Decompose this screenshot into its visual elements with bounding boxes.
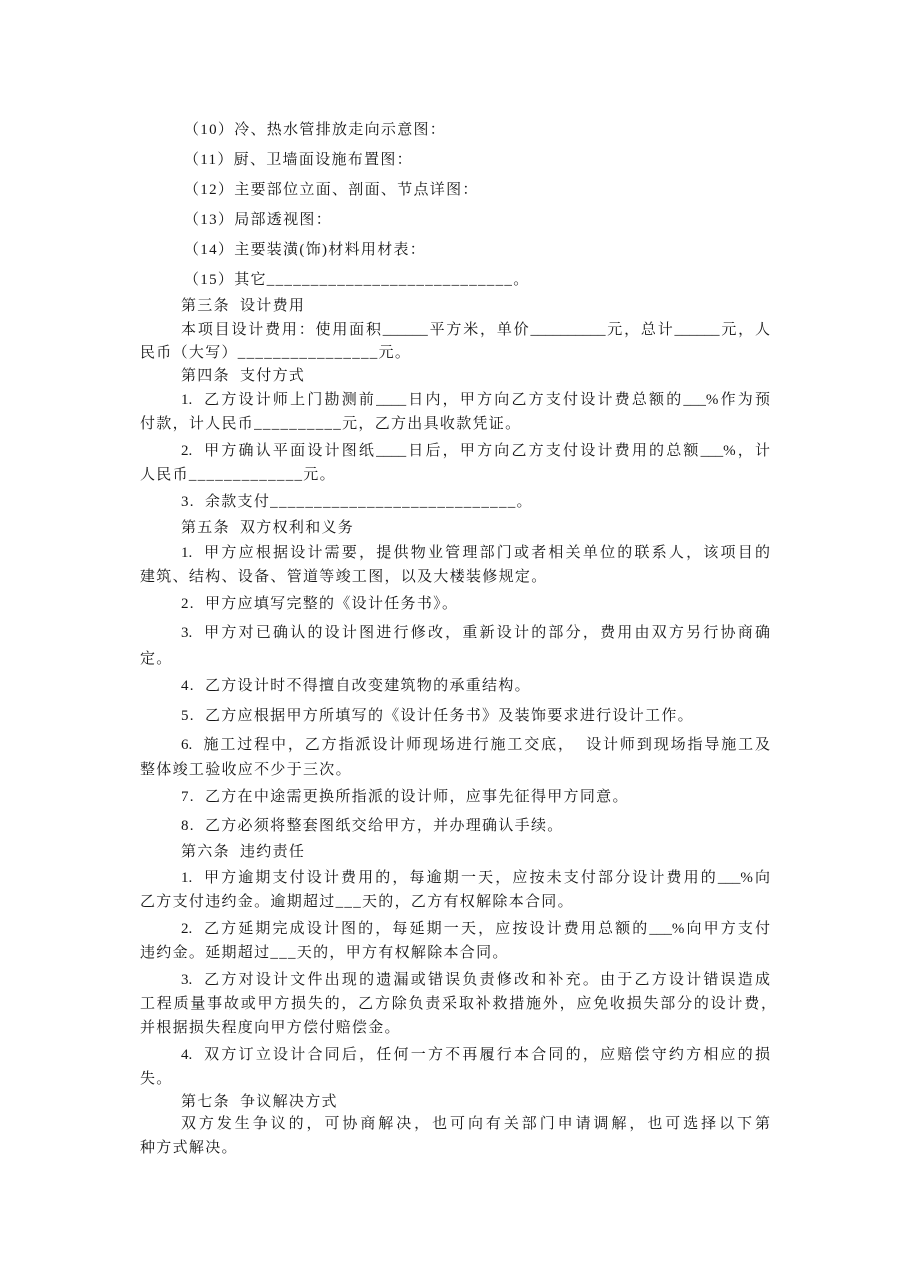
clause-line: 失。 bbox=[140, 1071, 173, 1087]
clause-line: 违约金。延期超过___天的，甲方有权解除本合同。 bbox=[140, 945, 509, 961]
clause-line: 1. 甲方逾期支付设计费用的，每逾期一天，应按未支付部分设计费用的___%向 bbox=[181, 870, 770, 886]
drawing-list-item: （14）主要装潢(饰)材料用材表： bbox=[184, 242, 427, 258]
clause-line: 4. 双方订立设计合同后，任何一方不再履行本合同的，应赔偿守约方相应的损 bbox=[181, 1047, 770, 1063]
paragraph-line: 双方发生争议的，可协商解决，也可向有关部门申请调解，也可选择以下第 bbox=[181, 1116, 770, 1132]
clause-line: 整体竣工验收应不少于三次。 bbox=[140, 762, 352, 778]
clause-line: 付款，计人民币__________元，乙方出具收款凭证。 bbox=[140, 416, 522, 432]
clause-line: 2. 甲方应填写完整的《设计任务书》。 bbox=[181, 596, 459, 612]
drawing-list-item: （15）其它____________________________。 bbox=[184, 272, 530, 288]
article-heading: 第六条 违约责任 bbox=[181, 844, 306, 860]
clause-line: 3. 乙方对设计文件出现的遗漏或错误负责修改和补充。由于乙方设计错误造成 bbox=[181, 972, 770, 988]
clause-line: 并根据损失程度向甲方偿付赔偿金。 bbox=[140, 1020, 401, 1036]
clause-line: 定。 bbox=[140, 651, 173, 667]
paragraph-line: 本项目设计费用：使用面积______平方米，单价__________元，总计______元，人 bbox=[181, 322, 770, 338]
clause-line: 5. 乙方应根据甲方所填写的《设计任务书》及装饰要求进行设计工作。 bbox=[181, 708, 694, 724]
clause-line: 人民币_____________元。 bbox=[140, 467, 336, 483]
clause-line: 8. 乙方必须将整套图纸交给甲方，并办理确认手续。 bbox=[181, 818, 564, 834]
drawing-list-item: （13）局部透视图： bbox=[184, 212, 333, 228]
clause-line: 1. 乙方设计师上门勘测前____日内，甲方向乙方支付设计费总额的___%作为预 bbox=[181, 392, 770, 408]
article-heading: 第七条 争议解决方式 bbox=[181, 1094, 338, 1110]
article-heading: 第五条 双方权利和义务 bbox=[181, 520, 355, 536]
paragraph-line: 种方式解决。 bbox=[140, 1140, 238, 1156]
clause-line: 2. 甲方确认平面设计图纸____日后，甲方向乙方支付设计费用的总额___%，计 bbox=[181, 443, 770, 459]
clause-line: 3. 甲方对已确认的设计图进行修改，重新设计的部分，费用由双方另行协商确 bbox=[181, 625, 770, 641]
drawing-list-item: （12）主要部位立面、剖面、节点详图： bbox=[184, 182, 479, 198]
clause-line: 6. 施工过程中，乙方指派设计师现场进行施工交底， 设计师到现场指导施工及 bbox=[181, 737, 770, 753]
article-heading: 第三条 设计费用 bbox=[181, 298, 306, 314]
drawing-list-item: （10）冷、热水管排放走向示意图： bbox=[184, 122, 447, 138]
clause-line: 乙方支付违约金。逾期超过___天的，乙方有权解除本合同。 bbox=[140, 894, 574, 910]
clause-line: 建筑、结构、设备、管道等竣工图，以及大楼装修规定。 bbox=[140, 569, 548, 585]
paragraph-line: 民币（大写）________________元。 bbox=[140, 345, 412, 361]
clause-line: 3. 余款支付____________________________。 bbox=[181, 494, 533, 510]
drawing-list-item: （11）厨、卫墙面设施布置图： bbox=[184, 152, 413, 168]
clause-line: 2. 乙方延期完成设计图的，每延期一天，应按设计费用总额的___%向甲方支付 bbox=[181, 921, 770, 937]
clause-line: 1. 甲方应根据设计需要，提供物业管理部门或者相关单位的联系人，该项目的 bbox=[181, 545, 770, 561]
article-heading: 第四条 支付方式 bbox=[181, 368, 306, 384]
clause-line: 工程质量事故或甲方损失的，乙方除负责采取补救措施外，应免收损失部分的设计费， bbox=[140, 996, 776, 1012]
clause-line: 4. 乙方设计时不得擅自改变建筑物的承重结构。 bbox=[181, 678, 531, 694]
clause-line: 7. 乙方在中途需更换所指派的设计师，应事先征得甲方同意。 bbox=[181, 789, 629, 805]
